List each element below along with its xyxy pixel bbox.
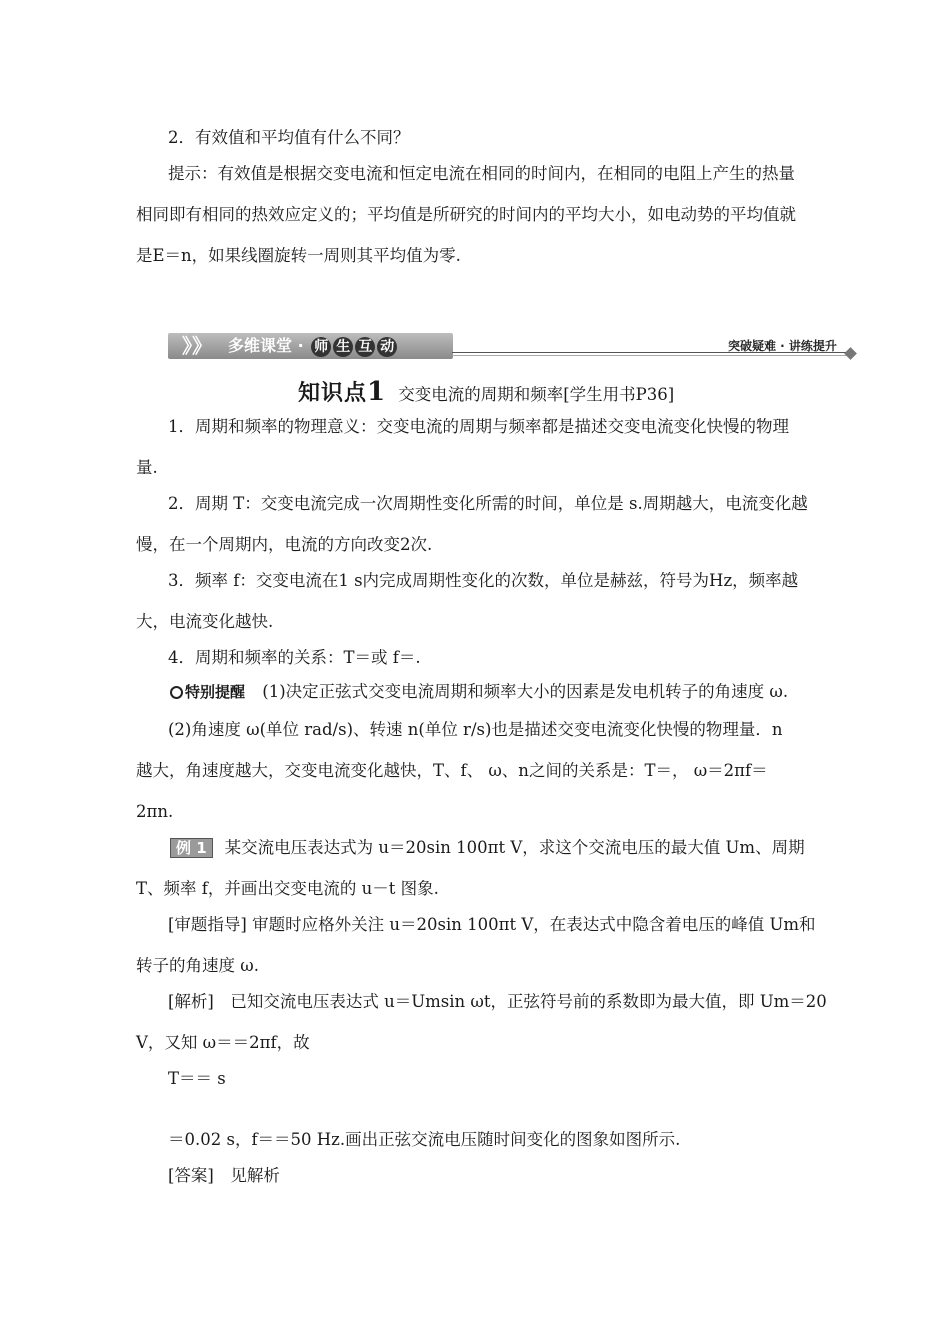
solution-line-3: T＝＝ s — [168, 1069, 226, 1088]
para3-line-2: 大，电流变化越快. — [136, 612, 274, 631]
example-line-2: T、频率 f，并画出交变电流的 u－t 图象. — [136, 879, 439, 898]
knowledge-point-label: 知识点 — [298, 381, 368, 406]
tip-line-1 — [170, 682, 850, 702]
tip-label: 特别提醒 — [185, 683, 246, 701]
banner-circle-char: 生 — [333, 337, 353, 357]
diamond-icon — [844, 347, 857, 360]
para2-line-1: 2．周期 T：交变电流完成一次周期性变化所需的时间，单位是 s.周期越大，电流变化越 — [168, 494, 808, 513]
solution-line-1: [解析] 已知交流电压表达式 u＝Umsin ωt，正弦符号前的系数即为最大值，即 Um＝20 — [168, 992, 827, 1011]
banner-rule-secondary — [452, 355, 848, 356]
solution-line-4: ＝0.02 s，f＝＝50 Hz.画出正弦交流电压随时间变化的图象如图所示. — [168, 1130, 681, 1149]
smiley-icon — [170, 686, 183, 699]
tip-line-3: 越大，角速度越大，交变电流变化越快，T、f、 ω、n之间的关系是：T＝， ω＝2πf＝ — [136, 761, 768, 780]
banner-title — [228, 336, 397, 357]
tip-line-4: 2πn. — [136, 802, 174, 821]
section-banner — [168, 333, 858, 361]
banner-circle-char: 动 — [377, 337, 397, 357]
para1-line-2: 量. — [136, 458, 158, 477]
banner-circle-char: 互 — [355, 337, 375, 357]
para4-line: 4．周期和频率的关系：T＝或 f＝. — [168, 648, 421, 667]
answer-line: [答案] 见解析 — [168, 1166, 280, 1185]
example-line-1 — [170, 838, 850, 858]
tip-text-1: (1)决定正弦式交变电流周期和频率大小的因素是发电机转子的角速度 ω. — [262, 682, 789, 701]
para3-line-1: 3．频率 f：交变电流在1 s内完成周期性变化的次数，单位是赫兹，符号为Hz，频率越 — [168, 571, 799, 590]
question-line: 2．有效值和平均值有什么不同？ — [168, 128, 410, 147]
para2-line-2: 慢，在一个周期内，电流的方向改变2次. — [136, 535, 433, 554]
guide-line-2: 转子的角速度 ω. — [136, 956, 259, 975]
knowledge-point-title: 交变电流的周期和频率[学生用书P36] — [398, 385, 675, 404]
chevron-right-icon: 》》 — [182, 334, 212, 358]
guide-line-1: [审题指导] 审题时应格外关注 u＝20sin 100πt V，在表达式中隐含着电压的峰值 Um和 — [168, 915, 816, 934]
hint-line-1: 提示：有效值是根据交变电流和恒定电流在相同的时间内，在相同的电阻上产生的热量 — [168, 164, 795, 183]
hint-line-3: 是E＝n，如果线圈旋转一周则其平均值为零. — [136, 246, 461, 265]
banner-subtitle: 突破疑难 · 讲练提升 — [728, 339, 837, 353]
banner-bar — [168, 333, 453, 359]
knowledge-point-number: 1 — [367, 377, 386, 407]
knowledge-point-heading — [298, 376, 674, 407]
para1-line-1: 1．周期和频率的物理意义：交变电流的周期与频率都是描述交变电流变化快慢的物理 — [168, 417, 789, 436]
tip-line-2: (2)角速度 ω(单位 rad/s)、转速 n(单位 r/s)也是描述交变电流变化快慢的物理量．n — [168, 720, 783, 739]
example-text-1: 某交流电压表达式为 u＝20sin 100πt V，求这个交流电压的最大值 Um、周期 — [224, 838, 805, 857]
banner-circle-char: 师 — [311, 337, 331, 357]
hint-line-2: 相同即有相同的热效应定义的；平均值是所研究的时间内的平均大小，如电动势的平均值就 — [136, 205, 796, 224]
example-badge: 例 1 — [170, 838, 213, 858]
banner-left-text: 多维课堂 · — [228, 336, 304, 355]
solution-line-2: V，又知 ω＝＝2πf，故 — [136, 1033, 310, 1052]
